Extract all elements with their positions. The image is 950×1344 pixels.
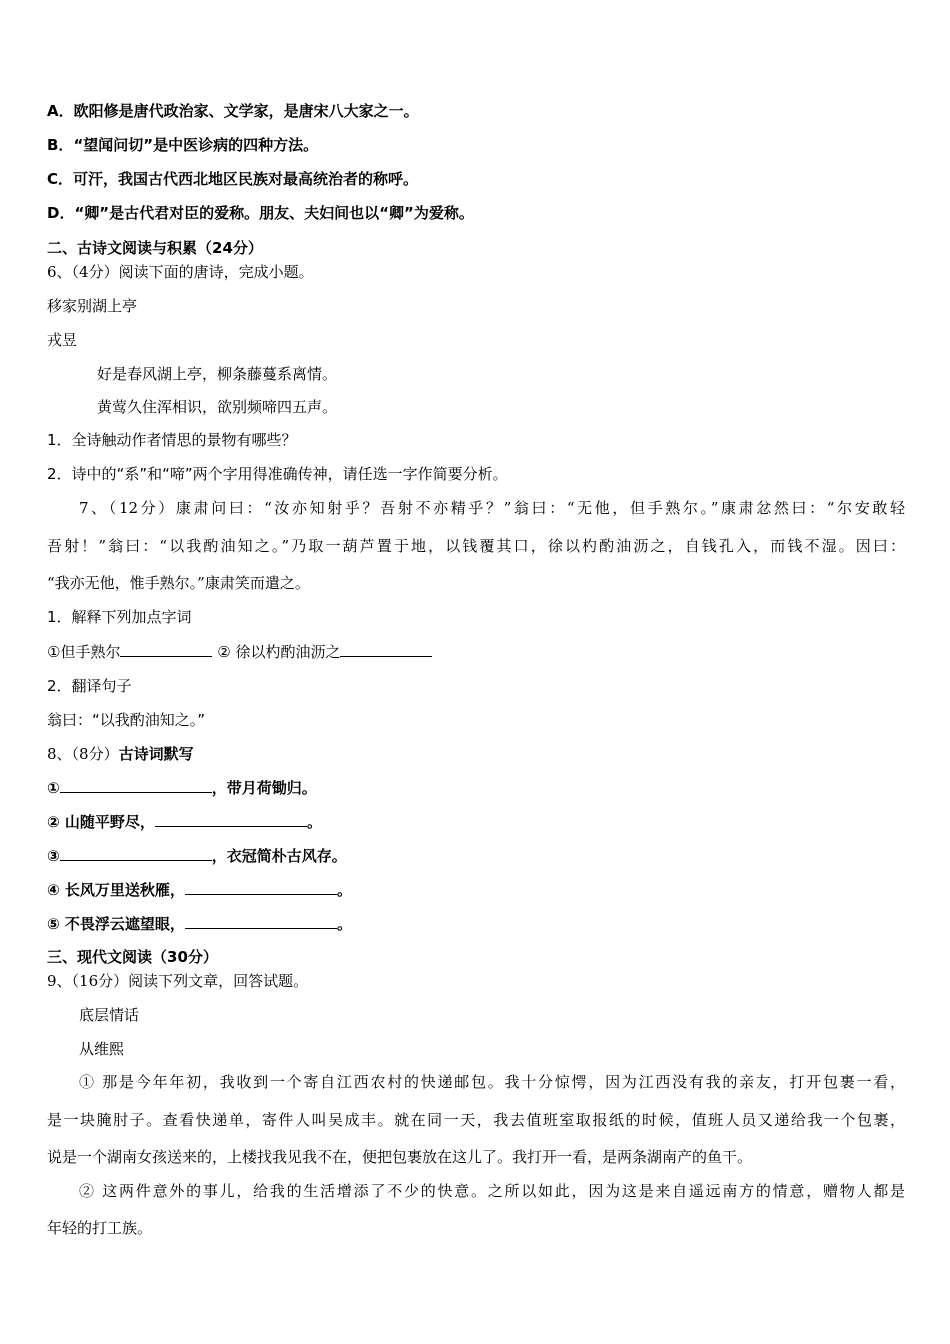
answer-blank[interactable] — [155, 811, 307, 827]
answer-blank[interactable] — [60, 845, 212, 861]
section-3-heading: 三、现代文阅读（30分） — [47, 948, 218, 966]
option-d: D．“卿”是古代君对臣的爱称。朋友、夫妇间也以“卿”为爱称。 — [47, 204, 474, 222]
answer-blank[interactable] — [185, 879, 337, 895]
article-paragraph-line: 说是一个湖南女孩送来的，上楼找我见我不在，便把包裹放在这儿了。我打开一看，是两条湖南产的鱼干。 — [47, 1148, 753, 1166]
article-author: 从维熙 — [79, 1040, 125, 1058]
q9-stem: 9、（16分）阅读下列文章，回答试题。 — [47, 972, 309, 990]
article-paragraph-line: ① 那是今年年初，我收到一个寄自江西农村的快递邮包。我十分惊愕，因为江西没有我的亲友，打开包裹一看， — [79, 1073, 905, 1091]
q6-stem: 6、（4分）阅读下面的唐诗，完成小题。 — [47, 263, 314, 281]
poem-title: 移家别湖上亭 — [47, 297, 138, 315]
q8-stem: 8、（8分）古诗词默写 — [47, 745, 194, 763]
section-2-heading: 二、古诗文阅读与积累（24分） — [47, 239, 263, 257]
q6-sub2: 2．诗中的“系”和“啼”两个字用得准确传神，请任选一字作简要分析。 — [47, 465, 508, 483]
q7-item-2: ② 徐以杓酌油沥之 — [217, 643, 341, 661]
article-paragraph-line: ② 这两件意外的事儿，给我的生活增添了不少的快意。之所以如此，因为这是来自遥远南方的情意，赠物人都是 — [79, 1182, 905, 1200]
option-b: B．“望闻问切”是中医诊病的四种方法。 — [47, 136, 319, 154]
poem-author: 戎昱 — [47, 331, 78, 349]
option-c: C．可汗，我国古代西北地区民族对最高统治者的称呼。 — [47, 170, 419, 188]
poem-line: 好是春风湖上亭，柳条藤蔓系离情。 — [97, 365, 338, 383]
q7-sub1: 1．解释下列加点字词 — [47, 608, 192, 626]
answer-blank[interactable] — [120, 641, 212, 657]
q7-passage-line: 7、（12分）康肃问曰：“汝亦知射乎？吾射不亦精乎？”翁曰：“无他，但手熟尔。”康肃忿然曰：“尔安敢轻 — [79, 499, 905, 517]
q8-item-3: ③ ，衣冠简朴古风存。 — [47, 847, 347, 865]
answer-blank[interactable] — [340, 641, 432, 657]
q7-passage-line: 吾射！”翁曰：“以我酌油知之。”乃取一葫芦置于地，以钱覆其口，徐以杓酌油沥之，自钱孔入，而钱不湿。因曰： — [47, 537, 905, 555]
q8-item-4: ④ 长风万里送秋雁， 。 — [47, 881, 352, 899]
poem-line: 黄莺久住浑相识，欲别频啼四五声。 — [97, 398, 338, 416]
q8-item-1: ① ，带月荷锄归。 — [47, 779, 317, 797]
q7-item-1: ①但手熟尔 — [47, 643, 121, 661]
article-title: 底层情话 — [79, 1006, 140, 1024]
answer-blank[interactable] — [60, 777, 212, 793]
answer-blank[interactable] — [185, 913, 337, 929]
q7-sentence: 翁曰：“以我酌油知之。” — [47, 711, 206, 729]
option-a: A．欧阳修是唐代政治家、文学家，是唐宋八大家之一。 — [47, 102, 419, 120]
q7-passage-line: “我亦无他，惟手熟尔。”康肃笑而遣之。 — [47, 574, 310, 592]
q6-sub1: 1．全诗触动作者情思的景物有哪些？ — [47, 431, 297, 449]
q8-item-2: ② 山随平野尽， 。 — [47, 813, 322, 831]
q7-sub2: 2．翻译句子 — [47, 677, 132, 695]
article-paragraph-line: 是一块腌肘子。查看快递单，寄件人叫吴成丰。就在同一天，我去值班室取报纸的时候，值班人员又递给我一个包裹， — [47, 1111, 905, 1129]
q7-items — [47, 641, 432, 662]
q8-item-5: ⑤ 不畏浮云遮望眼， 。 — [47, 915, 352, 933]
article-paragraph-line: 年轻的打工族。 — [47, 1219, 153, 1237]
